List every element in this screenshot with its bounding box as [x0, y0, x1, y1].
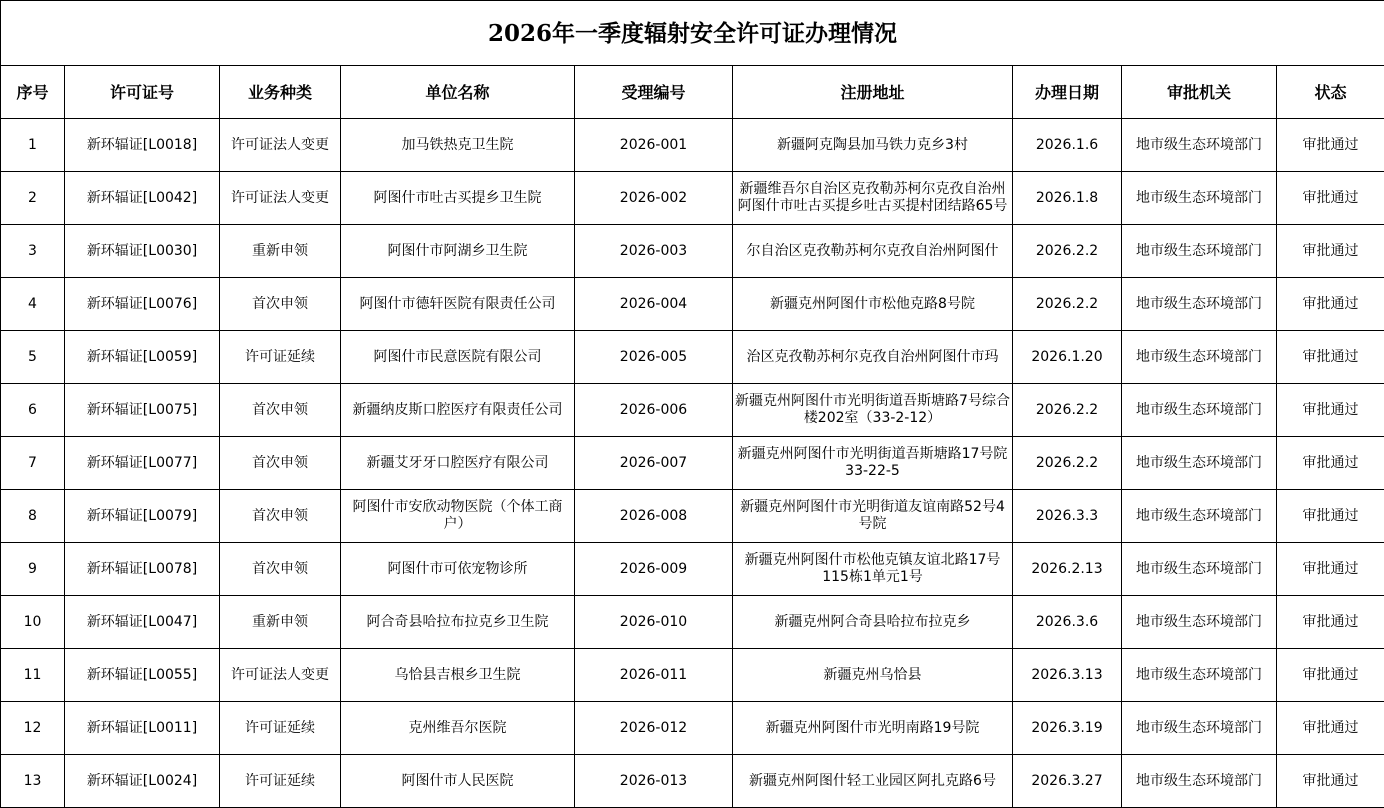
cell-license-no-text: 新环辐证[L0075]	[86, 401, 198, 418]
cell-date-text: 2026.3.19	[1031, 719, 1103, 736]
cell-license-no[interactable]	[65, 278, 220, 331]
cell-business-type-text: 首次申领	[252, 295, 308, 312]
cell-date-text: 2026.1.20	[1031, 348, 1103, 365]
cell-unit-name-text: 阿图什市民意医院有限公司	[373, 348, 542, 365]
cell-unit-name-text: 阿图什市安欣动物医院（个体工商户）	[352, 499, 563, 532]
cell-date[interactable]	[1013, 702, 1122, 755]
cell-authority-text: 地市级生态环境部门	[1136, 136, 1262, 153]
cell-acceptance-no[interactable]	[575, 543, 733, 596]
cell-address-text: 新疆克州阿图什市松他克路8号院	[770, 295, 975, 312]
header-license-no[interactable]: 许可证号	[65, 66, 220, 119]
cell-business-type-text: 重新申领	[252, 242, 308, 259]
cell-address-text: 新疆克州阿图什市光明街道吾斯塘路17号院33-22-5	[737, 446, 1008, 479]
cell-date-text: 2026.3.27	[1031, 772, 1103, 789]
cell-authority-text: 地市级生态环境部门	[1136, 772, 1262, 789]
cell-business-type[interactable]	[220, 755, 341, 808]
cell-index[interactable]	[1, 702, 65, 755]
cell-business-type-text: 许可证法人变更	[231, 136, 329, 153]
table-row	[1, 437, 1384, 490]
cell-date[interactable]	[1013, 543, 1122, 596]
cell-acceptance-no-text: 2026-009	[619, 560, 688, 577]
cell-authority-text: 地市级生态环境部门	[1136, 348, 1262, 365]
cell-unit-name[interactable]	[341, 384, 575, 437]
cell-index[interactable]	[1, 755, 65, 808]
cell-business-type[interactable]	[220, 490, 341, 543]
cell-unit-name-text: 阿图什市吐古买提乡卫生院	[373, 189, 542, 206]
cell-license-no[interactable]	[65, 119, 220, 172]
cell-date-text: 2026.3.13	[1031, 666, 1103, 683]
cell-business-type-text: 许可证延续	[245, 719, 315, 736]
cell-license-no-text: 新环辐证[L0018]	[86, 136, 198, 153]
cell-unit-name[interactable]	[341, 702, 575, 755]
cell-authority[interactable]	[1122, 225, 1277, 278]
cell-business-type[interactable]	[220, 172, 341, 225]
cell-index-text: 1	[28, 136, 37, 153]
cell-status[interactable]	[1277, 702, 1384, 755]
cell-date[interactable]	[1013, 755, 1122, 808]
cell-authority[interactable]	[1122, 384, 1277, 437]
cell-acceptance-no[interactable]	[575, 755, 733, 808]
cell-unit-name[interactable]	[341, 331, 575, 384]
header-status[interactable]: 状态	[1277, 66, 1384, 119]
cell-address[interactable]	[733, 384, 1013, 437]
cell-business-type[interactable]	[220, 543, 341, 596]
cell-unit-name-text: 阿图什市德轩医院有限责任公司	[359, 295, 556, 312]
cell-status-text: 审批通过	[1302, 401, 1359, 418]
cell-license-no[interactable]	[65, 702, 220, 755]
cell-unit-name-text: 新疆艾牙牙口腔医疗有限公司	[366, 454, 549, 471]
cell-unit-name[interactable]	[341, 172, 575, 225]
cell-address[interactable]	[733, 172, 1013, 225]
cell-index[interactable]	[1, 172, 65, 225]
cell-authority-text: 地市级生态环境部门	[1136, 507, 1262, 524]
cell-acceptance-no-text: 2026-013	[619, 772, 688, 789]
cell-index[interactable]	[1, 490, 65, 543]
cell-address[interactable]	[733, 702, 1013, 755]
cell-authority[interactable]	[1122, 278, 1277, 331]
cell-business-type-text: 首次申领	[252, 454, 308, 471]
cell-status[interactable]	[1277, 543, 1384, 596]
cell-index[interactable]	[1, 649, 65, 702]
cell-status-text: 审批通过	[1302, 507, 1359, 524]
cell-date[interactable]	[1013, 225, 1122, 278]
cell-authority[interactable]	[1122, 490, 1277, 543]
cell-status[interactable]	[1277, 225, 1384, 278]
cell-index-text: 7	[28, 454, 37, 471]
cell-authority[interactable]	[1122, 702, 1277, 755]
cell-acceptance-no[interactable]	[575, 384, 733, 437]
cell-unit-name[interactable]	[341, 278, 575, 331]
cell-acceptance-no-text: 2026-005	[619, 348, 688, 365]
cell-address-text: 新疆克州乌恰县	[823, 666, 922, 683]
cell-index-text: 2	[28, 189, 37, 206]
cell-address-text: 尔自治区克孜勒苏柯尔克孜自治州阿图什	[746, 242, 999, 259]
header-business-type[interactable]: 业务种类	[220, 66, 341, 119]
cell-date[interactable]	[1013, 119, 1122, 172]
cell-license-no-text: 新环辐证[L0079]	[86, 507, 198, 524]
cell-unit-name[interactable]	[341, 543, 575, 596]
cell-address[interactable]	[733, 755, 1013, 808]
cell-unit-name[interactable]	[341, 119, 575, 172]
cell-license-no[interactable]	[65, 755, 220, 808]
cell-acceptance-no[interactable]	[575, 278, 733, 331]
cell-index[interactable]	[1, 543, 65, 596]
cell-business-type[interactable]	[220, 649, 341, 702]
cell-unit-name-text: 克州维吾尔医院	[408, 719, 507, 736]
cell-unit-name-text: 乌恰县吉根乡卫生院	[394, 666, 521, 683]
cell-acceptance-no[interactable]	[575, 331, 733, 384]
cell-address-text: 新疆克州阿图什轻工业园区阿扎克路6号	[749, 772, 996, 789]
cell-status-text: 审批通过	[1302, 560, 1359, 577]
cell-index-text: 5	[28, 348, 37, 365]
cell-unit-name[interactable]	[341, 490, 575, 543]
cell-index-text: 13	[23, 772, 42, 789]
cell-license-no[interactable]	[65, 490, 220, 543]
cell-license-no-text: 新环辐证[L0076]	[86, 295, 198, 312]
cell-address-text: 新疆克州阿图什市光明南路19号院	[765, 719, 980, 736]
cell-acceptance-no-text: 2026-008	[619, 507, 688, 524]
cell-authority-text: 地市级生态环境部门	[1136, 401, 1262, 418]
cell-date[interactable]	[1013, 649, 1122, 702]
cell-status-text: 审批通过	[1302, 189, 1359, 206]
cell-authority[interactable]	[1122, 596, 1277, 649]
cell-address-text: 新疆克州阿图什市松他克镇友谊北路17号115栋1单元1号	[744, 552, 1001, 585]
cell-authority-text: 地市级生态环境部门	[1136, 242, 1262, 259]
cell-status[interactable]	[1277, 278, 1384, 331]
cell-unit-name-text: 阿合奇县哈拉布拉克乡卫生院	[366, 613, 549, 630]
cell-business-type-text: 许可证法人变更	[231, 666, 329, 683]
cell-status[interactable]	[1277, 596, 1384, 649]
cell-business-type-text: 首次申领	[252, 560, 308, 577]
cell-status-text: 审批通过	[1302, 772, 1359, 789]
cell-acceptance-no-text: 2026-010	[619, 613, 688, 630]
header-acceptance-no[interactable]: 受理编号	[575, 66, 733, 119]
cell-license-no[interactable]	[65, 543, 220, 596]
cell-acceptance-no[interactable]	[575, 119, 733, 172]
table-title[interactable]: 2026年一季度辐射安全许可证办理情况	[1, 1, 1384, 66]
cell-index-text: 10	[23, 613, 42, 630]
header-date[interactable]: 办理日期	[1013, 66, 1122, 119]
header-unit-name[interactable]: 单位名称	[341, 66, 575, 119]
cell-unit-name-text: 阿图什市可依宠物诊所	[387, 560, 528, 577]
cell-license-no-text: 新环辐证[L0042]	[86, 189, 198, 206]
cell-date-text: 2026.2.2	[1035, 242, 1099, 259]
cell-address-text: 新疆克州阿合奇县哈拉布拉克乡	[774, 613, 971, 630]
cell-license-no[interactable]	[65, 649, 220, 702]
cell-business-type[interactable]	[220, 331, 341, 384]
cell-acceptance-no-text: 2026-001	[619, 136, 688, 153]
cell-business-type[interactable]	[220, 437, 341, 490]
cell-address[interactable]	[733, 543, 1013, 596]
cell-index-text: 4	[28, 295, 37, 312]
cell-index[interactable]	[1, 437, 65, 490]
table-row	[1, 490, 1384, 543]
cell-license-no-text: 新环辐证[L0078]	[86, 560, 198, 577]
table-row	[1, 702, 1384, 755]
cell-address[interactable]	[733, 119, 1013, 172]
cell-index[interactable]	[1, 278, 65, 331]
cell-address[interactable]	[733, 649, 1013, 702]
cell-license-no[interactable]	[65, 172, 220, 225]
cell-date-text: 2026.2.2	[1035, 295, 1099, 312]
cell-license-no-text: 新环辐证[L0024]	[86, 772, 198, 789]
cell-acceptance-no[interactable]	[575, 225, 733, 278]
cell-index-text: 3	[28, 242, 37, 259]
cell-authority-text: 地市级生态环境部门	[1136, 295, 1262, 312]
cell-address[interactable]	[733, 278, 1013, 331]
cell-business-type-text: 重新申领	[252, 613, 308, 630]
cell-license-no-text: 新环辐证[L0047]	[86, 613, 198, 630]
cell-business-type-text: 许可证延续	[245, 772, 315, 789]
cell-index[interactable]	[1, 225, 65, 278]
cell-address[interactable]	[733, 225, 1013, 278]
cell-authority-text: 地市级生态环境部门	[1136, 613, 1262, 630]
cell-index[interactable]	[1, 596, 65, 649]
header-index[interactable]: 序号	[1, 66, 65, 119]
cell-index[interactable]	[1, 119, 65, 172]
header-authority[interactable]: 审批机关	[1122, 66, 1277, 119]
cell-business-type[interactable]	[220, 278, 341, 331]
cell-business-type-text: 许可证延续	[245, 348, 315, 365]
cell-authority[interactable]	[1122, 331, 1277, 384]
cell-authority-text: 地市级生态环境部门	[1136, 719, 1262, 736]
cell-acceptance-no[interactable]	[575, 172, 733, 225]
cell-authority[interactable]	[1122, 649, 1277, 702]
cell-unit-name-text: 新疆纳皮斯口腔医疗有限责任公司	[352, 401, 563, 418]
cell-status-text: 审批通过	[1302, 242, 1359, 259]
cell-address[interactable]	[733, 490, 1013, 543]
cell-authority[interactable]	[1122, 437, 1277, 490]
cell-status[interactable]	[1277, 649, 1384, 702]
cell-license-no-text: 新环辐证[L0059]	[86, 348, 198, 365]
cell-license-no[interactable]	[65, 596, 220, 649]
cell-license-no[interactable]	[65, 331, 220, 384]
cell-business-type[interactable]	[220, 225, 341, 278]
cell-business-type-text: 首次申领	[252, 401, 308, 418]
cell-acceptance-no[interactable]	[575, 596, 733, 649]
table-row	[1, 225, 1384, 278]
cell-date[interactable]	[1013, 437, 1122, 490]
cell-date-text: 2026.2.2	[1035, 454, 1099, 471]
cell-index[interactable]	[1, 331, 65, 384]
cell-acceptance-no[interactable]	[575, 649, 733, 702]
header-address[interactable]: 注册地址	[733, 66, 1013, 119]
cell-business-type[interactable]	[220, 119, 341, 172]
cell-status[interactable]	[1277, 119, 1384, 172]
cell-date[interactable]	[1013, 278, 1122, 331]
cell-license-no-text: 新环辐证[L0011]	[86, 719, 198, 736]
cell-status[interactable]	[1277, 490, 1384, 543]
cell-business-type[interactable]	[220, 702, 341, 755]
cell-date[interactable]	[1013, 596, 1122, 649]
cell-index-text: 6	[28, 401, 37, 418]
cell-address[interactable]	[733, 596, 1013, 649]
table-row	[1, 119, 1384, 172]
cell-business-type-text: 许可证法人变更	[231, 189, 329, 206]
cell-unit-name[interactable]	[341, 437, 575, 490]
cell-address-text: 新疆克州阿图什市光明街道友谊南路52号4号院	[740, 499, 1005, 532]
cell-status[interactable]	[1277, 755, 1384, 808]
cell-status[interactable]	[1277, 384, 1384, 437]
cell-authority[interactable]	[1122, 755, 1277, 808]
table-row	[1, 278, 1384, 331]
table-row	[1, 543, 1384, 596]
header-row	[1, 66, 1384, 119]
cell-unit-name[interactable]	[341, 225, 575, 278]
cell-license-no-text: 新环辐证[L0055]	[86, 666, 198, 683]
cell-acceptance-no[interactable]	[575, 702, 733, 755]
cell-status-text: 审批通过	[1302, 613, 1359, 630]
cell-authority[interactable]	[1122, 119, 1277, 172]
cell-date-text: 2026.1.6	[1035, 136, 1099, 153]
cell-status-text: 审批通过	[1302, 348, 1359, 365]
cell-business-type[interactable]	[220, 596, 341, 649]
cell-authority-text: 地市级生态环境部门	[1136, 454, 1262, 471]
cell-license-no[interactable]	[65, 384, 220, 437]
cell-license-no[interactable]	[65, 437, 220, 490]
cell-business-type-text: 首次申领	[252, 507, 308, 524]
cell-acceptance-no-text: 2026-011	[619, 666, 688, 683]
cell-unit-name[interactable]	[341, 596, 575, 649]
table-row	[1, 649, 1384, 702]
cell-address-text: 新疆维吾尔自治区克孜勒苏柯尔克孜自治州阿图什市吐古买提乡吐古买提村团结路65号	[737, 181, 1008, 214]
cell-business-type[interactable]	[220, 384, 341, 437]
cell-status-text: 审批通过	[1302, 719, 1359, 736]
cell-acceptance-no[interactable]	[575, 490, 733, 543]
cell-license-no-text: 新环辐证[L0077]	[86, 454, 198, 471]
cell-address[interactable]	[733, 437, 1013, 490]
cell-status[interactable]	[1277, 172, 1384, 225]
cell-acceptance-no-text: 2026-006	[619, 401, 688, 418]
cell-date-text: 2026.2.13	[1031, 560, 1103, 577]
cell-unit-name-text: 阿图什市人民医院	[401, 772, 514, 789]
cell-date[interactable]	[1013, 331, 1122, 384]
cell-status-text: 审批通过	[1302, 295, 1359, 312]
cell-address-text: 新疆阿克陶县加马铁力克乡3村	[777, 136, 968, 153]
cell-acceptance-no-text: 2026-007	[619, 454, 688, 471]
table-row	[1, 755, 1384, 808]
cell-status[interactable]	[1277, 437, 1384, 490]
table-row	[1, 172, 1384, 225]
cell-status[interactable]	[1277, 331, 1384, 384]
cell-license-no-text: 新环辐证[L0030]	[86, 242, 198, 259]
cell-authority-text: 地市级生态环境部门	[1136, 666, 1262, 683]
table-row	[1, 596, 1384, 649]
cell-date[interactable]	[1013, 384, 1122, 437]
cell-acceptance-no-text: 2026-002	[619, 189, 688, 206]
cell-date[interactable]	[1013, 490, 1122, 543]
cell-index-text: 8	[28, 507, 37, 524]
cell-index-text: 9	[28, 560, 37, 577]
cell-status-text: 审批通过	[1302, 454, 1359, 471]
cell-index-text: 11	[23, 666, 42, 683]
cell-date-text: 2026.3.3	[1035, 507, 1099, 524]
cell-unit-name-text: 阿图什市阿湖乡卫生院	[387, 242, 528, 259]
cell-unit-name[interactable]	[341, 755, 575, 808]
cell-status-text: 审批通过	[1302, 666, 1359, 683]
cell-address[interactable]	[733, 331, 1013, 384]
cell-status-text: 审批通过	[1302, 136, 1359, 153]
cell-unit-name[interactable]	[341, 649, 575, 702]
cell-index[interactable]	[1, 384, 65, 437]
cell-date-text: 2026.1.8	[1035, 189, 1099, 206]
cell-authority-text: 地市级生态环境部门	[1136, 189, 1262, 206]
cell-authority-text: 地市级生态环境部门	[1136, 560, 1262, 577]
cell-index-text: 12	[23, 719, 42, 736]
cell-authority[interactable]	[1122, 543, 1277, 596]
table-row	[1, 384, 1384, 437]
cell-date-text: 2026.3.6	[1035, 613, 1099, 630]
cell-address-text: 治区克孜勒苏柯尔克孜自治州阿图什市玛	[746, 348, 999, 365]
cell-unit-name-text: 加马铁热克卫生院	[401, 136, 514, 153]
cell-license-no[interactable]	[65, 225, 220, 278]
cell-authority[interactable]	[1122, 172, 1277, 225]
table-row	[1, 331, 1384, 384]
cell-acceptance-no[interactable]	[575, 437, 733, 490]
cell-address-text: 新疆克州阿图什市光明街道吾斯塘路7号综合楼202室（33-2-12）	[735, 393, 1010, 426]
cell-acceptance-no-text: 2026-003	[619, 242, 688, 259]
cell-acceptance-no-text: 2026-004	[619, 295, 688, 312]
cell-date[interactable]	[1013, 172, 1122, 225]
cell-acceptance-no-text: 2026-012	[619, 719, 688, 736]
cell-date-text: 2026.2.2	[1035, 401, 1099, 418]
